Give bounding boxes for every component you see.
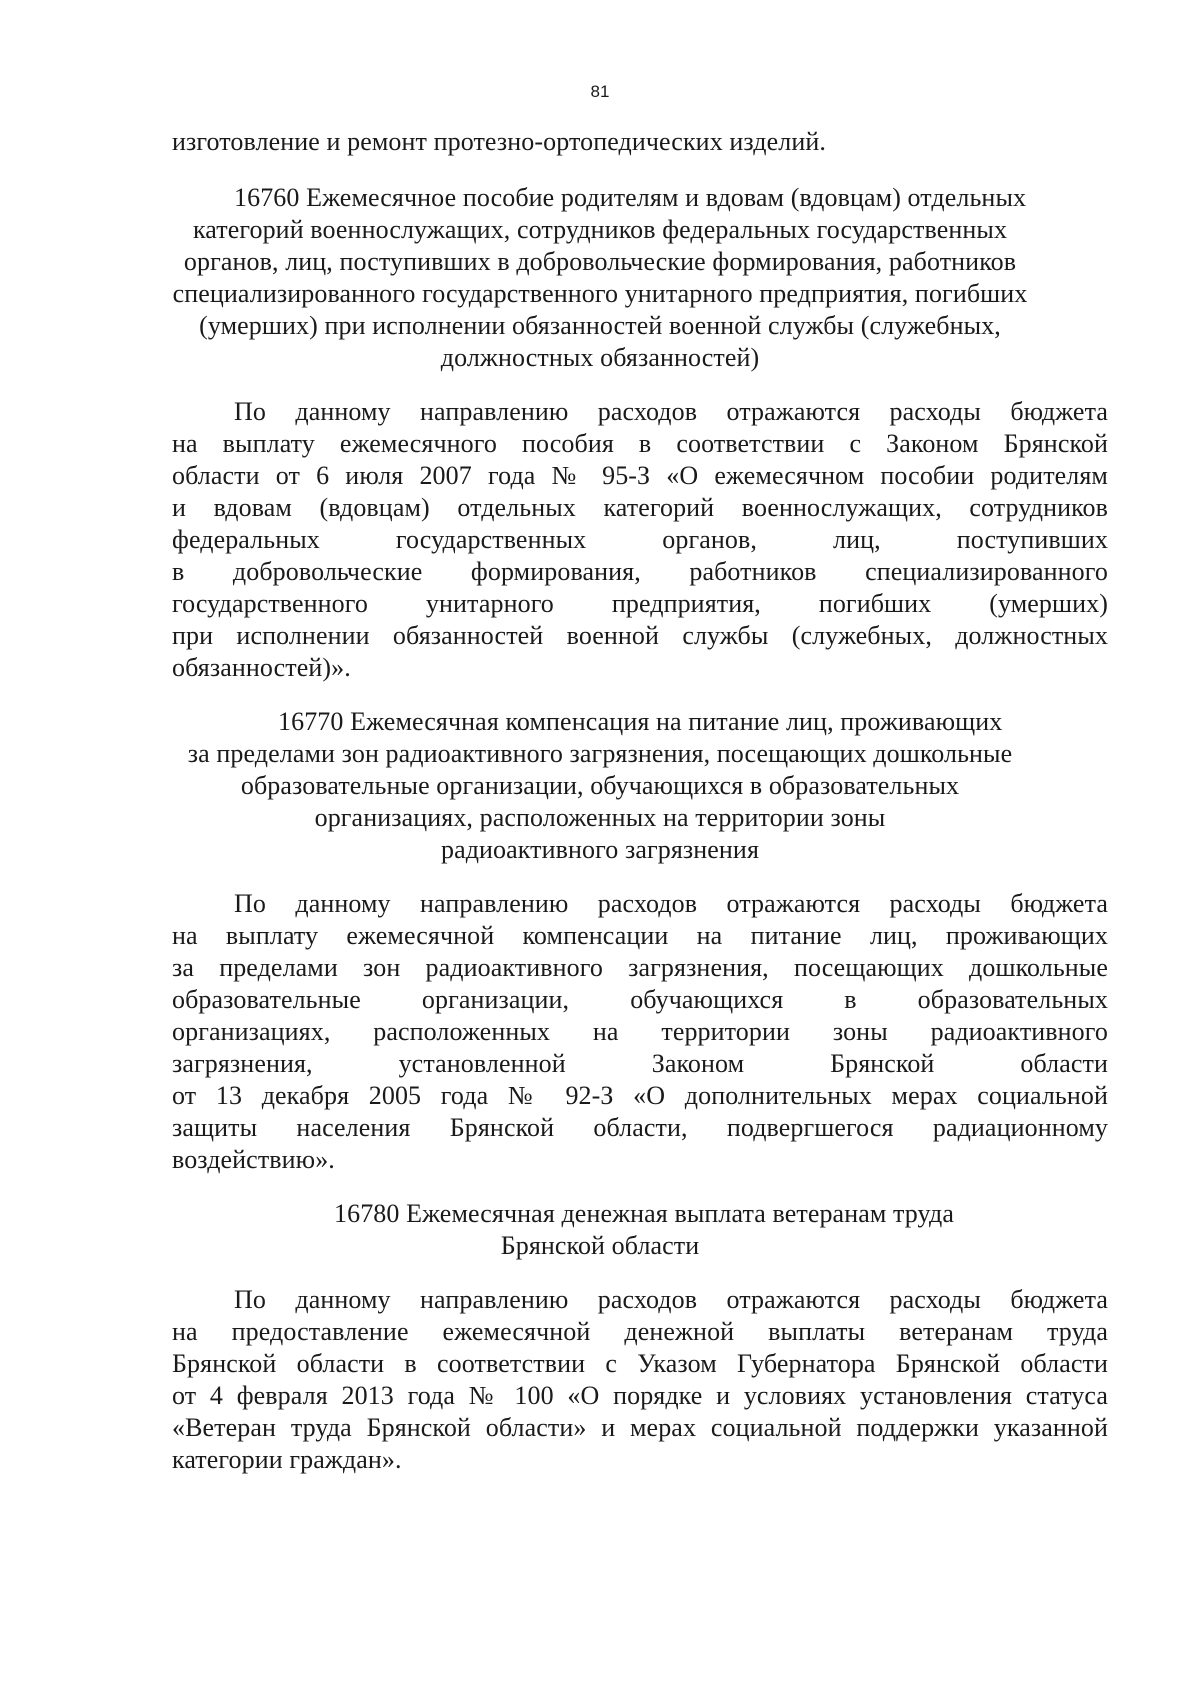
heading-line: за пределами зон радиоактивного загрязнения, посещающих дошкольные xyxy=(187,739,1013,768)
heading-line: образовательные организации, обучающихся в образовательных xyxy=(240,771,960,800)
heading-line: 16760 Ежемесячное пособие родителям и вдовам (вдовцам) отдельных xyxy=(234,183,1027,212)
body-line: образовательные организации, обучающихся в образовательных xyxy=(172,985,1108,1014)
body-line: «Ветеран труда Брянской области» и мерах социальной поддержки указанной xyxy=(172,1413,1108,1442)
intro-line: изготовление и ремонт протезно-ортопедических изделий. xyxy=(172,127,826,156)
body-line: за пределами зон радиоактивного загрязнения, посещающих дошкольные xyxy=(172,953,1108,982)
heading-line: радиоактивного загрязнения xyxy=(440,835,760,864)
heading-line: (умерших) при исполнении обязанностей военной службы (служебных, xyxy=(199,311,1001,340)
body-line: загрязнения, установленной Законом Брянской области xyxy=(172,1049,1108,1078)
body-line: По данному направлению расходов отражаются расходы бюджета xyxy=(234,397,1108,426)
heading-line: категорий военнослужащих, сотрудников федеральных государственных xyxy=(192,215,1008,244)
heading-line: Брянской области xyxy=(500,1231,700,1260)
body-line: на выплату ежемесячного пособия в соответствии с Законом Брянской xyxy=(172,429,1108,458)
body-line: государственного унитарного предприятия, погибших (умерших) xyxy=(172,589,1108,618)
body-line: воздействию». xyxy=(172,1145,335,1174)
body-line: от 4 февраля 2013 года № 100 «О порядке и условиях установления статуса xyxy=(172,1381,1108,1410)
body-line: от 13 декабря 2005 года № 92-З «О дополнительных мерах социальной xyxy=(172,1081,1108,1110)
heading-line: специализированного государственного унитарного предприятия, погибших xyxy=(172,279,1028,308)
body-line: обязанностей)». xyxy=(172,653,351,682)
body-line: и вдовам (вдовцам) отдельных категорий военнослужащих, сотрудников xyxy=(172,493,1108,522)
body-line: Брянской области в соответствии с Указом Губернатора Брянской области xyxy=(172,1349,1108,1378)
body-line: на выплату ежемесячной компенсации на питание лиц, проживающих xyxy=(172,921,1108,950)
body-line: на предоставление ежемесячной денежной выплаты ветеранам труда xyxy=(172,1317,1108,1346)
heading-line: 16770 Ежемесячная компенсация на питание лиц, проживающих xyxy=(278,707,1003,736)
heading-line: органов, лиц, поступивших в добровольческие формирования, работников xyxy=(183,247,1017,276)
body-line: федеральных государственных органов, лиц, поступивших xyxy=(172,525,1108,554)
heading-line: организациях, расположенных на территории зоны xyxy=(314,803,886,832)
body-line: категории граждан». xyxy=(172,1445,402,1474)
body-line: области от 6 июля 2007 года № 95-З «О ежемесячном пособии родителям xyxy=(172,461,1108,490)
heading-line: должностных обязанностей) xyxy=(440,343,760,372)
body-line: По данному направлению расходов отражаются расходы бюджета xyxy=(234,1285,1108,1314)
body-line: По данному направлению расходов отражаются расходы бюджета xyxy=(234,889,1108,918)
body-line: в добровольческие формирования, работников специализированного xyxy=(172,557,1108,586)
body-line: организациях, расположенных на территории зоны радиоактивного xyxy=(172,1017,1108,1046)
page-number: 81 xyxy=(590,82,610,101)
heading-line: 16780 Ежемесячная денежная выплата ветеранам труда xyxy=(334,1199,954,1228)
body-line: при исполнении обязанностей военной службы (служебных, должностных xyxy=(172,621,1108,650)
body-line: защиты населения Брянской области, подвергшегося радиационному xyxy=(172,1113,1108,1142)
